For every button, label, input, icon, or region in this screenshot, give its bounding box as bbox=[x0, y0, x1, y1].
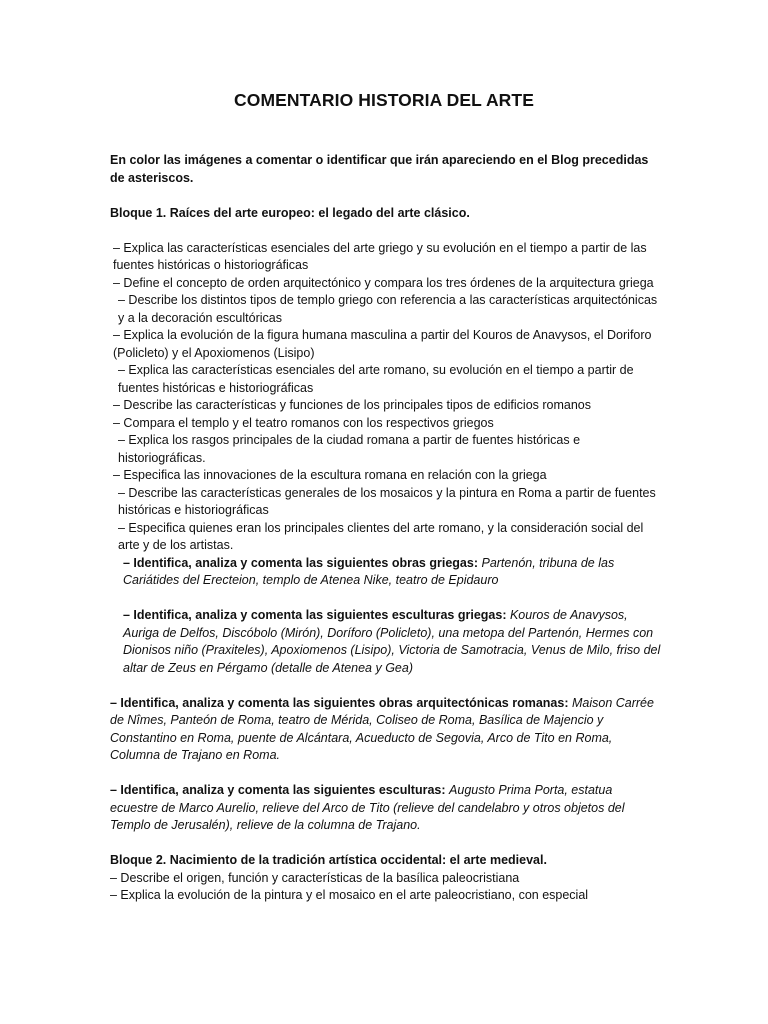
bloque1-item: – Compara el templo y el teatro romanos con los respectivos griegos bbox=[113, 415, 494, 430]
esculturas-romanas bbox=[110, 782, 662, 835]
bloque1-item: – Describe las características y funciones de los principales tipos de edificios romanos bbox=[113, 398, 592, 412]
esculturas-romanas-works: Augusto Prima Porta, estatua ecuestre de Marco Aurelio, relieve del Arco de Tito (relieve del candelabro y otros objetos del Templo de Jerusalén), relieve de la columna de Trajano. bbox=[110, 783, 625, 832]
obras-griegas bbox=[110, 555, 662, 590]
bloque1-item: – Describe las características generales de los mosaicos y la pintura en Roma a partir de fuentes históricas e historiográficas bbox=[118, 485, 656, 517]
bloque1-item: – Explica las características esenciales del arte griego y su evolución en el tiempo a partir de las fuentes históricas o historiográficas bbox=[113, 240, 647, 272]
bloque1-item: – Especifica las innovaciones de la escultura romana en relación con la griega bbox=[113, 468, 547, 482]
bloque1-item: – Especifica quienes eran los principales clientes del arte romano, y la consideración social del arte y de los artistas. bbox=[118, 520, 644, 552]
obras-griegas-label: – Identifica, analiza y comenta las siguientes obras griegas: bbox=[123, 555, 478, 570]
esculturas-griegas bbox=[110, 607, 662, 677]
esculturas-griegas-works: Kouros de Anavysos, Auriga de Delfos, Discóbolo (Mirón), Doríforo (Policleto), una metopa del Partenón, Hermes con Dionisos niño (Praxiteles), Apoxiomenos (Lisipo), Victoria de Samotracia, Venus de Milo, friso del altar de Zeus en Pérgamo (detalle de Atenea y Gea) bbox=[123, 608, 661, 675]
obras-romanas-label: – Identifica, analiza y comenta las siguientes obras arquitectónicas romanas: bbox=[110, 695, 569, 710]
obras-romanas-works: Maison Carrée de Nîmes, Panteón de Roma, teatro de Mérida, Coliseo de Roma, Basílica de Majencio y Constantino en Roma, puente de Alcántara, Acueducto de Segovia, Arco de Tito en Roma, Columna de Trajano en Roma. bbox=[110, 695, 654, 762]
bloque1-item: – Explica la evolución de la figura humana masculina a partir del Kouros de Anavysos, el Doriforo (Policleto) y el Apoxiomenos (Lisipo) bbox=[113, 328, 652, 360]
obras-romanas bbox=[110, 695, 662, 765]
obras-griegas-works: Partenón, tribuna de las Cariátides del Erecteion, templo de Atenea Nike, teatro de Epidauro bbox=[123, 555, 615, 587]
esculturas-romanas-label: – Identifica, analiza y comenta las siguientes esculturas: bbox=[110, 783, 446, 797]
document-body bbox=[110, 152, 662, 905]
bloque2-item: – Explica la evolución de la pintura y el mosaico en el arte paleocristiano, con especial bbox=[110, 888, 589, 902]
bloque2-item: – Describe el origen, función y características de la basílica paleocristiana bbox=[110, 870, 520, 885]
bloque1-heading: Bloque 1. Raíces del arte europeo: el legado del arte clásico. bbox=[110, 205, 470, 220]
document-title: COMENTARIO HISTORIA DEL ARTE bbox=[234, 90, 534, 110]
bloque1-item: – Describe los distintos tipos de templo griego con referencia a las características arquitectónicas y a la decoración escultóricas bbox=[118, 293, 658, 325]
bloque1-item: – Explica las características esenciales del arte romano, su evolución en el tiempo a partir de fuentes históricas e historiográficas bbox=[118, 363, 634, 395]
esculturas-griegas-label: – Identifica, analiza y comenta las siguientes esculturas griegas: bbox=[123, 608, 507, 622]
intro-paragraph: En color las imágenes a comentar o identificar que irán apareciendo en el Blog precedidas de asteriscos. bbox=[110, 153, 649, 185]
bloque1-item: – Define el concepto de orden arquitectónico y compara los tres órdenes de la arquitectura griega bbox=[113, 275, 654, 290]
bloque2-heading: Bloque 2. Nacimiento de la tradición artística occidental: el arte medieval. bbox=[110, 853, 547, 867]
bloque1-item: – Explica los rasgos principales de la ciudad romana a partir de fuentes históricas e historiográficas. bbox=[118, 433, 581, 465]
